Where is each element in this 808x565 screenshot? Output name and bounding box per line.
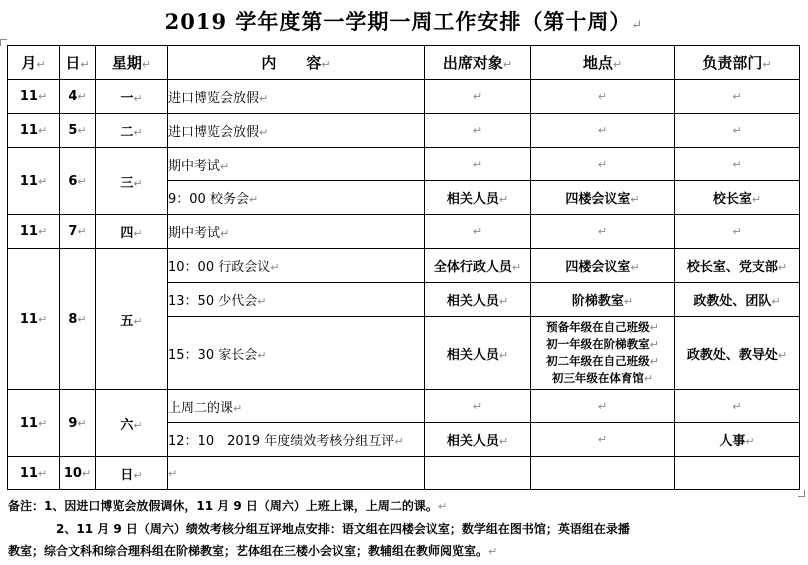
cell-day: 4↵ [60, 80, 96, 114]
table-row [8, 215, 800, 249]
table-row [8, 249, 800, 283]
cell-content: 上周二的课↵ [168, 390, 425, 423]
cell-month: 11↵ [8, 215, 60, 249]
cell-day: 6↵ [60, 148, 96, 215]
cell-day: 10↵ [60, 457, 96, 490]
cell-day: 9↵ [60, 390, 96, 457]
table-row [8, 114, 800, 148]
notes-section [8, 495, 798, 563]
cell-month: 11↵ [8, 249, 60, 390]
paragraph-mark-icon: ↵ [631, 18, 644, 33]
cell-department: 校长室↵ [675, 181, 800, 215]
cell-content: 期中考试↵ [168, 148, 425, 181]
cell-month: 11↵ [8, 148, 60, 215]
cell-location: ↵ [531, 423, 675, 457]
cell-content: 进口博览会放假↵ [168, 114, 425, 148]
header-content: 内 容↵ [168, 46, 425, 80]
venue-line: 初一年级在阶梯教室↵ [546, 337, 659, 351]
venue-line: 初二年级在自己班级↵ [546, 354, 659, 368]
cell-attendees: ↵ [425, 80, 531, 114]
cell-month: 11↵ [8, 114, 60, 148]
cell-weekday: 二↵ [96, 114, 168, 148]
cell-weekday: 日↵ [96, 457, 168, 490]
table-row [8, 148, 800, 181]
note-line: 2、11 月 9 日（周六）绩效考核分组互评地点安排：语文组在四楼会议室；数学组在图书馆；英语组在录播 [56, 522, 630, 536]
cell-location: ↵ [531, 215, 675, 249]
cell-department: 人事↵ [675, 423, 800, 457]
header-day: 日↵ [60, 46, 96, 80]
note-line: 教室；综合文科和综合理科组在阶梯教室；艺体组在三楼小会议室；教辅组在教师阅览室。↵ [8, 544, 498, 558]
cell-weekday: 三↵ [96, 148, 168, 215]
note-line: 备注：1、因进口博览会放假调休，11 月 9 日（周六）上班上课，上周二的课。↵ [8, 499, 448, 513]
cell-day: 8↵ [60, 249, 96, 390]
cell-attendees: 相关人员↵ [425, 283, 531, 317]
header-department: 负责部门↵ [675, 46, 800, 80]
cell-month: 11↵ [8, 390, 60, 457]
cell-department: ↵ [675, 390, 800, 423]
cell-content: 进口博览会放假↵ [168, 80, 425, 114]
cell-attendees: 全体行政人员↵ [425, 249, 531, 283]
cell-location: ↵ [531, 390, 675, 423]
cell-location: 阶梯教室↵ [531, 283, 675, 317]
cell-content: 13：50 少代会↵ [168, 283, 425, 317]
venue-line: 预备年级在自己班级↵ [546, 320, 659, 334]
table-row [8, 457, 800, 490]
cell-weekday: 六↵ [96, 390, 168, 457]
table-corner-marker [0, 39, 7, 46]
cell-weekday: 四↵ [96, 215, 168, 249]
cell-content: 12：10 2019 年度绩效考核分组互评↵ [168, 423, 425, 457]
header-weekday: 星期↵ [96, 46, 168, 80]
cell-attendees: 相关人员↵ [425, 317, 531, 390]
page-title: 2019 学年度第一学期一周工作安排（第十周）↵ [164, 9, 644, 34]
cell-attendees: ↵ [425, 215, 531, 249]
cell-department: ↵ [675, 215, 800, 249]
cell-day: 7↵ [60, 215, 96, 249]
table-row [8, 390, 800, 423]
cell-day: 5↵ [60, 114, 96, 148]
cell-location: 四楼会议室↵ [531, 249, 675, 283]
cell-location: 四楼会议室↵ [531, 181, 675, 215]
cell-location: ↵ [531, 114, 675, 148]
cell-location [531, 317, 675, 390]
cell-attendees: ↵ [425, 390, 531, 423]
cell-weekday: 五↵ [96, 249, 168, 390]
cell-department: 校长室、党支部↵ [675, 249, 800, 283]
cell-content: 期中考试↵ [168, 215, 425, 249]
cell-attendees [425, 457, 531, 490]
cell-weekday: 一↵ [96, 80, 168, 114]
cell-department: 政教处、教导处↵ [675, 317, 800, 390]
cell-attendees: 相关人员↵ [425, 423, 531, 457]
cell-attendees: ↵ [425, 148, 531, 181]
header-row [8, 46, 800, 80]
cell-content: 10：00 行政会议↵ [168, 249, 425, 283]
venue-line: 初三年级在体育馆↵ [551, 371, 654, 385]
cell-content: 15：30 家长会↵ [168, 317, 425, 390]
cell-department: ↵ [675, 80, 800, 114]
cell-month: 11↵ [8, 457, 60, 490]
header-attendees: 出席对象↵ [425, 46, 531, 80]
cell-content: ↵ [168, 457, 425, 490]
cell-month: 11↵ [8, 80, 60, 114]
cell-location: ↵ [531, 148, 675, 181]
cell-department [675, 457, 800, 490]
cell-attendees: 相关人员↵ [425, 181, 531, 215]
cell-department: ↵ [675, 114, 800, 148]
cell-location: ↵ [531, 80, 675, 114]
header-month: 月↵ [8, 46, 60, 80]
table-corner-marker [798, 490, 805, 497]
cell-department: ↵ [675, 148, 800, 181]
schedule-table [7, 45, 800, 490]
table-row [8, 80, 800, 114]
cell-location [531, 457, 675, 490]
header-location: 地点↵ [531, 46, 675, 80]
cell-department: 政教处、团队↵ [675, 283, 800, 317]
cell-content: 9：00 校务会↵ [168, 181, 425, 215]
cell-attendees: ↵ [425, 114, 531, 148]
